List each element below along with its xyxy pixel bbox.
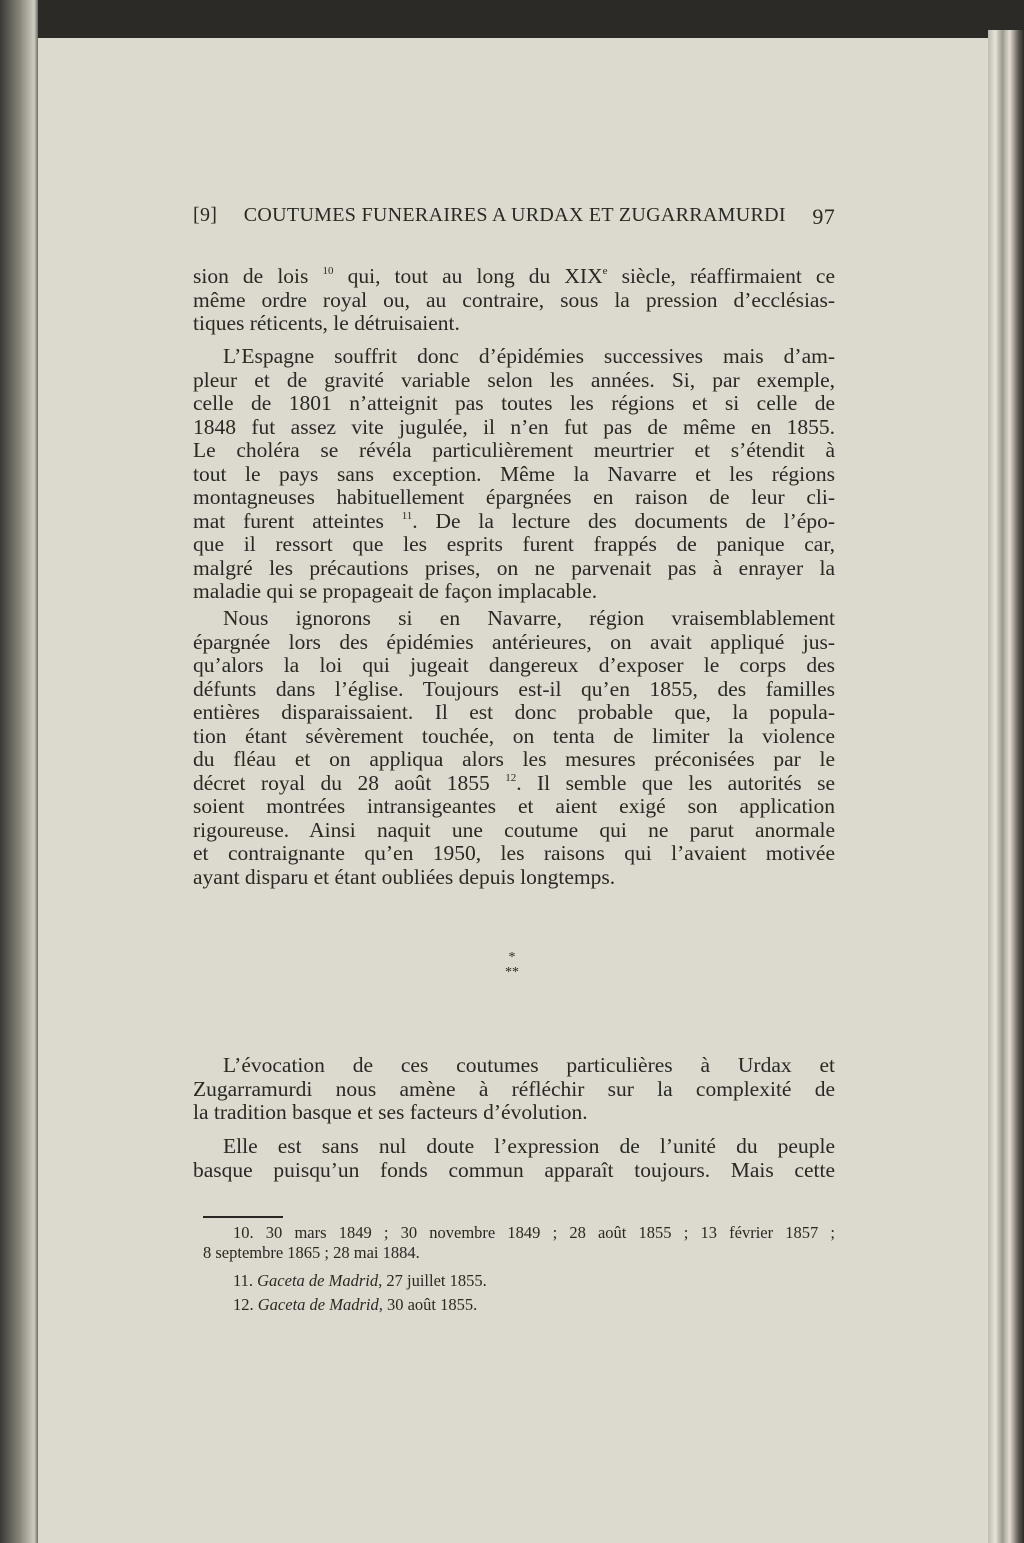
text-line: défunts dans l’église. Toujours est-il qu’en 1855, des familles [193,676,835,701]
footnote-rule [203,1216,283,1218]
running-title: COUTUMES FUNERAIRES A URDAX ET ZUGARRAMURDI [243,204,786,226]
text-line: basque puisqu’un fonds commun apparaît toujours. Mais cette [193,1157,835,1182]
running-header [193,204,835,230]
text-line: même ordre royal ou, au contraire, sous la pression d’ecclésias- [193,287,835,312]
page-number: 97 [812,204,835,229]
footnote-number: 11. [233,1271,254,1290]
footnote-12 [203,1295,865,1315]
text-line: 1848 fut assez vite jugulée, il n’en fut pas de même en 1855. [193,414,835,439]
text-line: maladie qui se propageait de façon implacable. [193,579,598,603]
text-line: pleur et de gravité variable selon les années. Si, par exemple, [193,367,835,392]
text-line: épargnée lors des épidémies antérieures, on avait appliqué jus- [193,629,835,654]
paragraph-1 [193,265,835,336]
text-line: entières disparaissaient. Il est donc probable que, la popula- [193,700,835,724]
text-line: L’évocation de ces coutumes particulières à Urdax et [223,1053,835,1077]
text-line: soient montrées intransigeantes et aient exigé son application [193,794,835,818]
text-line: mat furent atteintes $^{11}$. De la lecture des documents de l’épo- [193,508,835,533]
section-separator-asterisks [497,950,527,980]
footnote-number: 12. [233,1295,254,1314]
text-line: L’Espagne souffrit donc d’épidémies successives mais d’am- [223,344,835,368]
text-line: Le choléra se révéla particulièrement meurtrier et s’étendit à [193,438,835,462]
footnote-text: 30 mars 1849 ; 30 novembre 1849 ; 28 août 1855 ; 13 février 1857 ; [265,1223,836,1242]
text-line: décret royal du 28 août 1855 $^{12}$. Il semble que les autorités se [193,770,836,795]
asterisk-top: * [508,950,516,965]
text-line: tion étant sévèrement touchée, on tenta de limiter la violence [193,723,835,748]
paragraph-5 [193,1135,835,1182]
text-line: la tradition basque et ses facteurs d’évolution. [193,1100,588,1124]
text-line: Elle est sans nul doute l’expression de l’unité du peuple [223,1134,835,1158]
footnote-number: 10. [233,1223,254,1242]
footnote-text: 27 juillet 1855. [382,1271,487,1290]
text-line: qu’alors la loi qui jugeait dangereux d’exposer le corps des [193,653,835,677]
text-line: tout le pays sans exception. Même la Navarre et les régions [193,461,835,486]
scan-background [0,0,1024,38]
text-line: sion de lois $^{10}$ qui, tout au long du XIXe siècle, réaffirmaient ce [193,264,836,288]
facing-page-edge [0,0,38,1543]
paragraph-3 [193,607,835,889]
paragraph-4 [193,1054,835,1125]
text-line: rigoureuse. Ainsi naquit une coutume qui ne parut anormale [193,817,835,842]
text-line: tiques réticents, le détruisaient. [193,311,460,335]
footnote-reference: 12 [505,771,517,784]
text-line: montagneuses habituellement épargnées en raison de leur cli- [193,485,835,509]
asterisks-bottom: ** [505,965,519,980]
page-stack-edge [988,30,1024,1543]
text-line: malgré les précautions prises, on ne parvenait pas à enrayer la [193,555,835,580]
footnote-11 [203,1271,865,1291]
text-line: et contraignante qu’en 1950, les raisons qui l’avaient motivée [193,841,835,865]
footnote-reference: 11 [401,509,413,522]
text-line: Zugarramurdi nous amène à réfléchir sur la complexité de [193,1076,835,1101]
footnote-10 [203,1223,835,1263]
footnote-source-title: Gaceta de Madrid, [257,1271,383,1290]
ordinal-superscript: e [602,265,608,277]
footnote-text: 8 septembre 1865 ; 28 mai 1884. [203,1243,420,1262]
text-line: que il ressort que les esprits furent frappés de panique car, [193,532,835,556]
paragraph-2 [193,345,835,604]
section-number: [9] [193,204,218,226]
footnote-reference: 10 [322,265,334,277]
text-line: du fléau et on appliqua alors les mesures préconisées par le [193,747,835,771]
text-line: celle de 1801 n’atteignit pas toutes les régions et si celle de [193,391,835,415]
footnote-text: 30 août 1855. [382,1295,478,1314]
text-line: Nous ignorons si en Navarre, région vraisemblablement [223,606,835,630]
text-line: ayant disparu et étant oubliées depuis longtemps. [193,864,616,889]
footnote-source-title: Gaceta de Madrid, [257,1295,383,1314]
